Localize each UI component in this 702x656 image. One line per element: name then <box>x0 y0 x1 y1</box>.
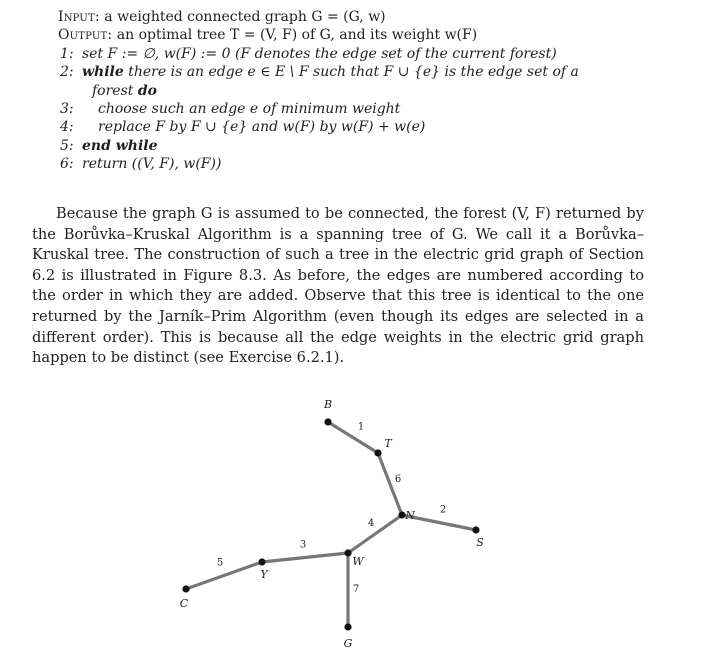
edge-Y-W <box>262 553 348 562</box>
step-number: 4: <box>60 119 74 136</box>
step-continuation-keyword: do <box>137 82 157 99</box>
vertex-label: T <box>384 437 392 450</box>
algorithm-step-5 <box>60 137 678 155</box>
algorithm-step-1 <box>60 45 678 63</box>
input-label: Input: <box>58 9 100 25</box>
step-number: 3: <box>60 101 74 118</box>
step-number: 6: <box>60 156 74 173</box>
vertex-G <box>344 623 351 630</box>
algorithm-step-2-continuation <box>60 82 678 100</box>
algorithm-step-6 <box>60 155 678 173</box>
step-text: set F := ∅, w(F) := 0 (F denotes the edge set of the current forest) <box>82 45 557 62</box>
edge-C-Y <box>186 562 262 589</box>
step-number: 5: <box>60 137 74 154</box>
output-label: Output: <box>58 27 113 44</box>
algorithm-step-4 <box>60 118 678 136</box>
edge-order-label: 1 <box>357 421 365 433</box>
edge-order-label: 3 <box>299 539 307 551</box>
spanning-tree-diagram <box>160 385 520 650</box>
step-text: there is an edge e ∈ E \ F such that F ∪ {e} is the edge set of a <box>123 64 579 81</box>
vertex-S <box>472 526 479 533</box>
step-number: 1: <box>60 45 74 62</box>
step-text: return ((V, F), w(F)) <box>82 156 222 173</box>
edge-order-label: 7 <box>352 584 360 595</box>
algorithm-input-line <box>58 8 678 26</box>
step-number: 2: <box>60 64 74 81</box>
body-paragraph: Because the graph G is assumed to be connected, the forest (V, F) returned by the Borůvka–Kruskal Algorithm is a spanning tree of G. We call it a Borůvka–Kruskal tree. The construction of such a tree in the electric grid graph of Section 6.2 is illustrated in Figure 8.3. As before, the edges are numbered according to the order in which they are added. Observe that this tree is identical to the one returned by the Jarník–Prim Algorithm (even though its edges are selected in a different order). This is because all the edge weights in the electric grid graph happen to be distinct (see Exercise 6.2.1). <box>32 205 644 367</box>
spanning-tree-figure <box>160 385 520 650</box>
vertex-label: Y <box>260 568 268 581</box>
vertex-W <box>344 549 351 556</box>
vertex-Y <box>258 558 265 565</box>
edge-B-T <box>328 422 378 453</box>
edge-W-N <box>348 515 402 553</box>
edge-order-label: 6 <box>394 474 402 485</box>
vertex-label: N <box>405 509 415 522</box>
vertex-label: G <box>343 637 353 650</box>
vertex-label: S <box>476 536 484 549</box>
step-text: replace F by F ∪ {e} and w(F) by w(F) + w(e) <box>98 119 426 136</box>
vertex-label: C <box>179 597 189 610</box>
algorithm-block <box>58 8 678 174</box>
algorithm-step-3 <box>60 100 678 118</box>
edge-order-label: 2 <box>439 504 447 516</box>
algorithm-output-line <box>58 26 678 44</box>
step-keyword: while <box>82 64 124 81</box>
step-keyword: end while <box>82 137 158 154</box>
edge-order-label: 4 <box>367 518 375 529</box>
vertex-T <box>374 449 381 456</box>
vertex-label: W <box>352 555 364 568</box>
edge-order-label: 5 <box>216 557 224 569</box>
algorithm-step-2 <box>60 63 678 81</box>
step-text: choose such an edge e of minimum weight <box>98 101 401 118</box>
input-text: a weighted connected graph G = (G, w) <box>99 9 386 25</box>
step-continuation-text: forest <box>92 82 134 99</box>
vertex-label: B <box>323 398 333 411</box>
vertex-C <box>182 585 189 592</box>
vertex-B <box>324 418 331 425</box>
output-text: an optimal tree T = (V, F) of G, and its weight w(F) <box>112 27 478 44</box>
